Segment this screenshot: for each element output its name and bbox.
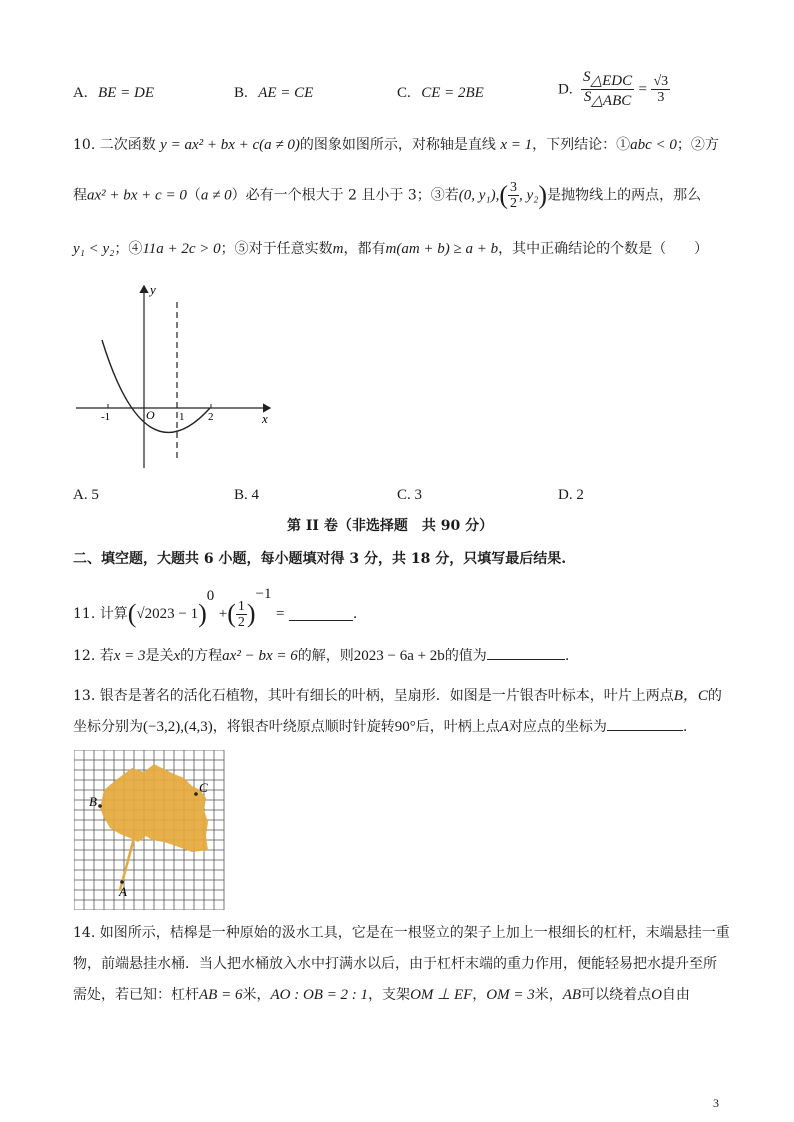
q14-l3-om: OM = 3	[486, 987, 535, 1003]
q10-l3-a: y₁ < y₂	[73, 241, 115, 257]
q11-frac-den: 2	[237, 614, 245, 630]
graph-tick-2-label: 2	[208, 411, 214, 423]
point-b	[98, 804, 102, 808]
q12-c: 是关	[145, 648, 174, 664]
q10-l1-b: 的图象如图所示，对称轴是直线	[299, 137, 496, 153]
q10-l3-f: m(am + b) ≥ a + b	[385, 241, 499, 257]
q12-e: 的方程	[180, 648, 223, 664]
q10-l2-c: ）必有一个根大于 2 且小于 3；③若	[231, 187, 459, 204]
point-c	[194, 792, 198, 796]
q9-option-a	[73, 84, 154, 102]
q11-frac	[236, 599, 247, 630]
q9-d-num-s: S	[583, 69, 591, 85]
q13-l1-end: 的	[707, 688, 722, 704]
q13-l2-b: ，将银杏叶绕原点顺时针旋转	[212, 719, 395, 735]
q10-parabola-graph	[70, 280, 280, 475]
q10-line-3	[73, 240, 708, 258]
q11-end: .	[352, 606, 358, 622]
q12	[73, 647, 569, 665]
graph-tick-1-label: 1	[179, 411, 185, 423]
q14-l3-f: 可以绕着点	[581, 987, 652, 1003]
page-number: 3	[713, 1096, 719, 1110]
q14-l3-perp: OM ⊥ EF	[410, 987, 473, 1003]
q12-f: ax² − bx = 6	[222, 648, 298, 664]
q11-pow0: 0	[206, 588, 215, 604]
q9-option-d	[558, 70, 670, 109]
q10-l3-g: ，其中正确结论的个数是（ ）	[498, 241, 709, 257]
q14-l3-g: 自由	[661, 987, 690, 1003]
q10-l3-d: ；⑤对于任意实数	[220, 241, 333, 257]
q10-l2-p2-den: 2	[510, 196, 518, 211]
q14-l3-e: 米，	[534, 987, 563, 1003]
q9-option-c-text: CE = 2BE	[421, 85, 484, 101]
q9-option-c-label: C.	[397, 85, 411, 101]
q10-l2-p1: (0, y₁),	[458, 187, 500, 204]
q10-option-c: C. 3	[397, 487, 423, 503]
q14-l3-b: 米，	[242, 987, 271, 1003]
q9-d-den-sub: △ABC	[591, 92, 632, 109]
q13-l1-b: B，C	[673, 688, 708, 704]
section-2-heading: 二、填空题，大题共 6 小题，每小题填对得 3 分，共 18 分，只填写最后结果.	[73, 551, 567, 567]
q9-option-a-text: BE = DE	[98, 85, 154, 101]
q11: 11. 计算$(√2023 - 1)^0$ +( $\frac{1}{2}$ )$^{-1}$ = .	[73, 586, 358, 630]
q11-prefix: 11. 计算	[73, 606, 128, 622]
section-2-title: 第 II 卷（非选择题 共 90 分）	[287, 518, 494, 534]
q10-l1-a: 10. 二次函数	[73, 137, 156, 153]
q14-l3-d: ，	[472, 987, 487, 1003]
q9-option-d-label: D.	[558, 81, 573, 98]
label-b: B	[89, 794, 97, 809]
q10-line-1	[73, 136, 719, 154]
q13-ginkgo-grid-figure	[74, 750, 230, 910]
q14-l3-c: ，支架	[368, 987, 411, 1003]
q10-line-2: 程ax² + bx + c = 0（a ≠ 0）必有一个根大于 2 且小于 3；③若(0, y₁),( $\frac{3}{2}$ , y₂)是抛物线上的两点，那么	[73, 180, 702, 211]
q10-l2-p2-num: 3	[510, 180, 518, 195]
q14-l3-a: 需处，若已知：杠杆	[73, 987, 199, 1003]
q13-l1: 13. 银杏是著名的活化石植物，其叶有细长的叶柄，呈扇形．如图是一片银杏叶标本，叶片上两点	[73, 688, 674, 704]
graph-y-label: y	[150, 282, 156, 297]
q10-l1-eq: y = ax² + bx + c(a ≠ 0)	[160, 137, 300, 153]
q10-l1-c1: abc < 0	[630, 137, 677, 153]
q11-plus: +	[218, 606, 228, 622]
q12-i: 的值为	[444, 648, 487, 664]
q9-d-eq: =	[638, 81, 648, 98]
q13-line-1	[73, 687, 722, 705]
q14-l3-ratio: AO : OB = 2 : 1	[270, 987, 369, 1003]
q14-l3-ab: AB = 6	[199, 987, 243, 1003]
q13-line-2	[73, 718, 687, 736]
parabola-curve	[102, 340, 210, 432]
q10-l3-b: ；④	[114, 241, 143, 257]
label-c: C	[199, 780, 208, 795]
q11-answer-blank[interactable]	[289, 608, 353, 621]
q13-l2-A: A	[499, 719, 509, 735]
q12-d: x	[173, 648, 181, 664]
q9-d-num-sub: △EDC	[590, 72, 633, 89]
q10-l1-d: ；②方	[676, 137, 719, 153]
graph-x-label: x	[262, 411, 268, 426]
q11-root: √2023 − 1	[136, 606, 199, 622]
q10-l3-e: ，都有	[343, 241, 386, 257]
q10-l1-c: ，下列结论：①	[532, 137, 631, 153]
q13-l2-a: 坐标分别为	[73, 719, 143, 735]
q9-option-b-label: B.	[234, 85, 248, 101]
q9-d-rhs-den: 3	[657, 89, 665, 105]
q10-l3-m: m	[332, 241, 344, 257]
q14-line-2: 物，前端悬挂水桶．当人把水桶放入水中打满水以后，由于杠杆末端的重力作用，便能轻易把水提升至所	[73, 956, 717, 972]
q11-frac-num: 1	[237, 598, 245, 614]
q10-option-d: D. 2	[558, 487, 584, 503]
q9-option-b-text: AE = CE	[258, 85, 314, 101]
q11-pow-neg1: −1	[255, 586, 272, 602]
q9-option-d-lhs	[581, 70, 634, 109]
q13-answer-blank[interactable]	[607, 718, 683, 731]
q10-option-b: B. 4	[234, 487, 260, 503]
q12-end: .	[564, 648, 570, 664]
q13-l2-deg: 90°	[394, 719, 416, 735]
q10-l2-a: 程	[73, 187, 87, 204]
q10-option-a: A. 5	[73, 487, 99, 503]
q12-a: 12. 若	[73, 648, 114, 664]
q9-option-c	[397, 84, 484, 102]
q12-h: 2023 − 6a + 2b	[353, 648, 445, 664]
q9-option-a-label: A.	[73, 85, 88, 101]
q14-l3-ab2: AB	[562, 987, 582, 1003]
q14-l3-o: O	[651, 987, 662, 1003]
ginkgo-leaf	[100, 764, 208, 852]
q10-l2-b: （	[186, 187, 201, 204]
graph-origin-label: O	[146, 408, 155, 422]
q9-option-b	[234, 84, 313, 102]
q10-l2-p2-frac	[508, 180, 519, 211]
q10-l2-d: 是抛物线上的两点，那么	[547, 187, 702, 204]
q11-eq: =	[275, 606, 285, 622]
q10-l1-axis: x = 1	[500, 137, 533, 153]
q12-g: 的解，则	[297, 648, 354, 664]
q12-answer-blank[interactable]	[487, 647, 565, 660]
graph-tick-neg1-label: -1	[101, 411, 111, 423]
q10-l2-eq: ax² + bx + c = 0	[87, 187, 187, 204]
q9-option-d-rhs	[651, 74, 670, 105]
q12-b: x = 3	[113, 648, 146, 664]
q9-d-rhs-num: √3	[653, 73, 669, 89]
q14-line-3	[73, 986, 690, 1004]
label-a: A	[119, 884, 127, 899]
q10-l2-cond: a ≠ 0	[200, 187, 232, 204]
q13-l2-coords: (−3,2),(4,3)	[143, 719, 213, 735]
q9-d-den-s: S	[583, 88, 592, 105]
q10-l2-p2-rest: , y₂	[519, 187, 539, 204]
q13-l2-d: 对应点的坐标为	[508, 719, 607, 735]
q13-end: .	[682, 719, 688, 735]
q13-l2-c: 后，叶柄上点	[415, 719, 500, 735]
q14-line-1: 14. 如图所示，桔槔是一种原始的汲水工具，它是在一根竖立的架子上加上一根细长的杠杆，末端悬挂一重	[73, 925, 730, 941]
q10-l3-c: 11a + 2c > 0	[142, 241, 221, 257]
